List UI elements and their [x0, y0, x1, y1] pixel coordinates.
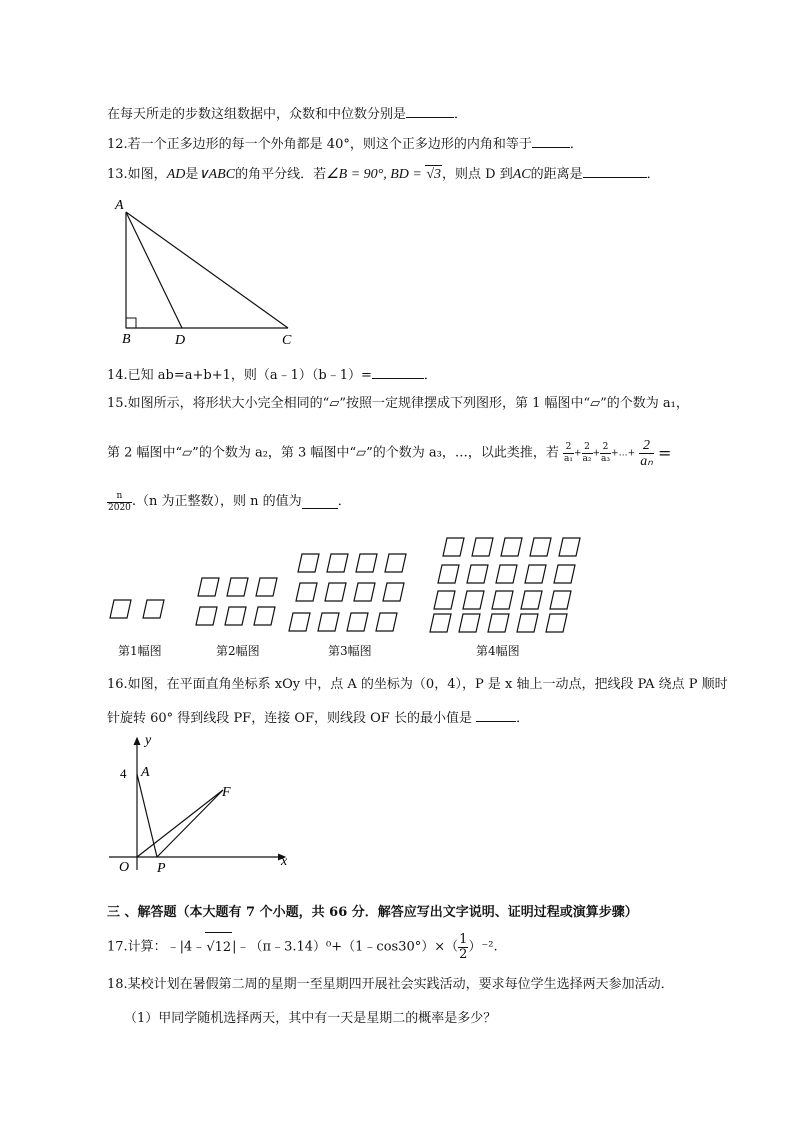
- frac-num: n: [107, 491, 132, 503]
- label-d: D: [175, 333, 186, 348]
- label-p: P: [157, 861, 166, 876]
- answer-blank: [302, 495, 338, 509]
- q11-tail: [107, 104, 467, 124]
- period: ．: [569, 137, 583, 152]
- q15-line1: 15.如图所示，将形状大小完全相同的“▱”按照一定规律摆成下列图形，第 1 幅图中“▱”的个数为 a₁，: [107, 396, 689, 411]
- period: ．: [646, 167, 660, 182]
- q18-stem: 18.某校计划在暑假第二周的星期一至星期四开展社会实践活动，要求每位学生选择两天参加活动．: [107, 977, 674, 992]
- label-b: B: [122, 332, 131, 347]
- period: ．: [337, 494, 351, 509]
- q16-coordinate-figure: [105, 730, 305, 880]
- label-y: y: [145, 733, 152, 748]
- q16-line1: 16.如图，在平面直角坐标系 xOy 中，点 A 的坐标为（0，4），P 是 x 轴上一动点，把线段 PA 绕点 P 顺时: [107, 677, 728, 692]
- answer-blank: [372, 365, 424, 379]
- period: ．: [516, 711, 530, 726]
- q13: [107, 164, 660, 184]
- label-x: x: [281, 854, 288, 869]
- answer-blank: [583, 164, 647, 178]
- caption-fig1: 第1幅图: [118, 644, 162, 658]
- caption-fig2: 第2幅图: [216, 644, 260, 658]
- frac-num: 2: [582, 442, 593, 454]
- label-o: O: [119, 860, 130, 875]
- q18-part1: （1）甲同学随机选择两天，其中有一天是星期二的概率是多少？: [124, 1011, 497, 1026]
- q13-condition: ∠B = 90°, BD =: [326, 167, 426, 182]
- q13-mid3: ，则点 D 到: [442, 167, 513, 182]
- frac-num: 1: [459, 932, 468, 947]
- q13-triangle-figure: [110, 196, 310, 356]
- q17-suffix: ）⁻².: [468, 939, 498, 955]
- ellipsis-plus: +…+: [611, 448, 636, 459]
- fraction-2-an: [639, 438, 654, 469]
- q13-mid1: 是: [185, 167, 199, 182]
- q15-line3-text: .（n 为正整数），则 n 的值为: [131, 494, 302, 509]
- fraction-1-2: [458, 933, 468, 962]
- q13-suffix: 的距离是: [530, 167, 583, 182]
- q12-text: 12.若一个正多边形的每一个外角都是 40°，则这个正多边形的内角和等于: [107, 137, 532, 152]
- q13-triangle: ∨ABC: [198, 167, 236, 182]
- plus: +: [573, 448, 582, 459]
- answer-blank: [406, 104, 454, 118]
- fraction-2-a3: [600, 442, 611, 465]
- sqrt-3-value: 3: [434, 167, 442, 182]
- q13-mid2: 的角平分线．若: [235, 167, 327, 182]
- frac-num: 2: [600, 442, 611, 454]
- q13-prefix: 13.如图，: [107, 167, 167, 182]
- frac-den: a₁: [563, 454, 573, 464]
- answer-blank: [476, 708, 516, 722]
- label-four: 4: [120, 766, 127, 781]
- q16-line2-text: 针旋转 60° 得到线段 PF，连接 OF，则线段 OF 长的最小值是: [107, 711, 472, 726]
- frac-den: a₃: [601, 454, 611, 464]
- caption-fig3: 第3幅图: [328, 644, 372, 658]
- sqrt-12-value: 12: [214, 940, 232, 955]
- plus: +: [592, 448, 601, 459]
- fraction-n-2020: [107, 491, 132, 514]
- frac-num: 2: [639, 438, 654, 454]
- sqrt-3: √3: [426, 167, 442, 182]
- period: ．: [454, 107, 468, 122]
- q14-text: 14.已知 ab=a+b+1，则（a﹣1）（b﹣1）=: [107, 368, 372, 383]
- caption-fig4: 第4幅图: [476, 644, 520, 658]
- section-3-heading: 三 、解答题（本大题有 7 个小题，共 66 分．解答应写出文字说明、证明过程或演算步骤）: [107, 905, 638, 920]
- q15-line3: [107, 490, 351, 515]
- equals: =: [657, 443, 672, 463]
- q15-line2-text: 第 2 幅图中“▱”的个数为 a₂，第 3 幅图中“▱”的个数为 a₃，…，以此类推，若: [107, 445, 559, 461]
- frac-den: aₙ: [640, 454, 653, 469]
- q17: [107, 932, 498, 963]
- q17-mid: |﹣（π﹣3.14）⁰+（1﹣cos30°）×（: [232, 939, 459, 955]
- label-c: C: [282, 333, 292, 348]
- q14: [107, 365, 437, 385]
- q16-line2: [107, 708, 529, 728]
- q12: [107, 134, 583, 154]
- q17-prefix: 17.计算：﹣|4﹣: [107, 939, 206, 955]
- label-f: F: [222, 785, 231, 800]
- frac-den: a₂: [582, 454, 592, 464]
- frac-num: 2: [563, 442, 574, 454]
- answer-blank: [532, 134, 570, 148]
- label-a: A: [115, 198, 124, 213]
- frac-den: 2: [459, 947, 468, 962]
- fraction-2-a2: [582, 442, 593, 465]
- q13-ac: AC: [512, 167, 531, 182]
- q11-text: 在每天所走的步数这组数据中，众数和中位数分别是: [107, 107, 407, 122]
- sqrt-12: √12: [205, 932, 232, 963]
- frac-den: 2020: [108, 502, 131, 513]
- q13-ad: AD: [166, 167, 186, 182]
- fraction-2-a1: [563, 442, 574, 465]
- q15-line2: [107, 438, 671, 469]
- label-a: A: [141, 765, 150, 780]
- period: ．: [423, 368, 437, 383]
